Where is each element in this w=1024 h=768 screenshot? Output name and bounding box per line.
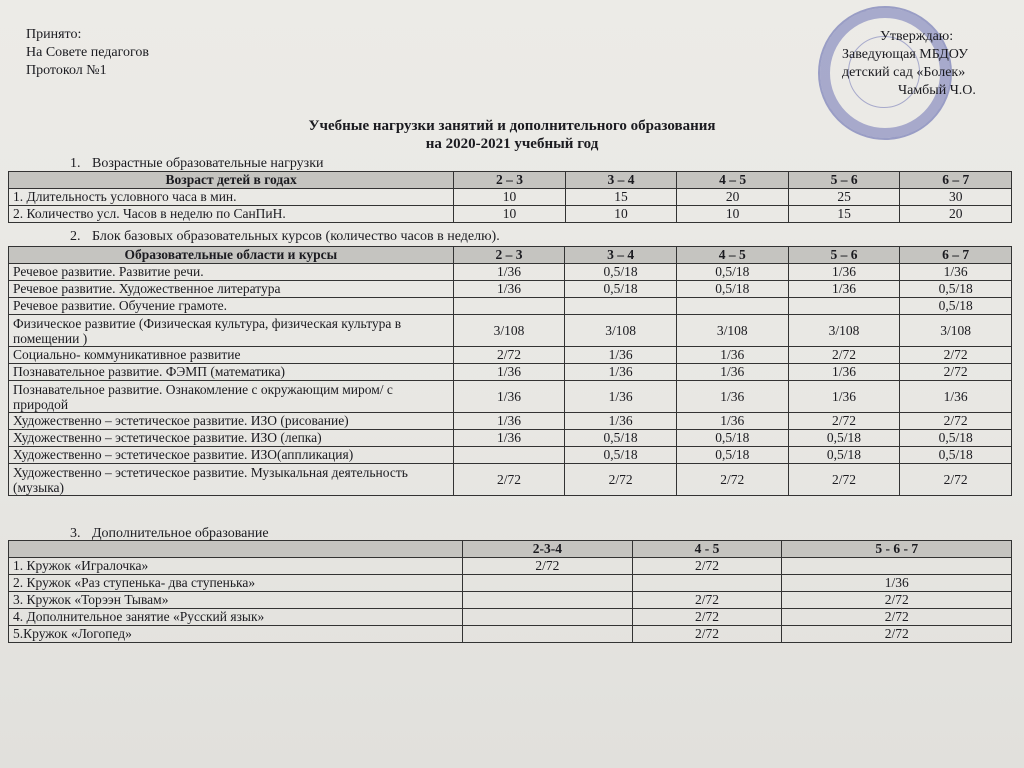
column-header: 4 – 5 [676,247,788,264]
table-row [9,264,1012,281]
row-label: Социально- коммуникативное развитие [9,347,454,364]
table-cell: 0,5/18 [788,447,900,464]
table-cell: 15 [565,189,677,206]
table-cell: 2/72 [632,626,782,643]
table-cell [463,575,633,592]
table-cell: 1/36 [900,264,1012,281]
table-cell: 1/36 [900,381,1012,413]
column-header: 2-3-4 [463,541,633,558]
table-cell [676,298,788,315]
table-cell: 2/72 [788,464,900,496]
approval-line: Утверждаю: [880,29,954,44]
table-row [9,381,1012,413]
table-row [9,447,1012,464]
column-header: 6 – 7 [900,172,1012,189]
row-label: Речевое развитие. Художественное литература [9,281,454,298]
table-cell [463,609,633,626]
table-cell: 2/72 [782,609,1012,626]
table-cell: 1/36 [565,347,677,364]
table-cell: 1/36 [565,413,677,430]
table-cell: 1/36 [788,281,900,298]
table-cell: 10 [565,206,677,223]
approval-block [842,28,1017,100]
column-header: 2 – 3 [454,172,566,189]
table-cell: 1/36 [565,381,677,413]
acceptance-block [26,26,149,80]
table-cell: 3/108 [900,315,1012,347]
table-header-row [9,541,1012,558]
table-cell: 30 [900,189,1012,206]
table-row [9,189,1012,206]
row-label: 1. Кружок «Игралочка» [9,558,463,575]
table-cell: 2/72 [565,464,677,496]
table-row [9,609,1012,626]
table-cell: 1/36 [453,413,565,430]
row-label: Художественно – эстетическое развитие. ИЗО (рисование) [9,413,454,430]
document-title: Учебные нагрузки занятий и дополнительного образования [308,118,716,134]
row-label: 3. Кружок «Торээн Тывам» [9,592,463,609]
column-header: 5 – 6 [788,172,900,189]
table-cell: 2/72 [900,364,1012,381]
row-label: 2. Кружок «Раз ступенька- два ступенька» [9,575,463,592]
row-label: Познавательное развитие. ФЭМП (математика) [9,364,454,381]
table-cell: 2/72 [632,592,782,609]
table-cell: 0,5/18 [788,430,900,447]
table-cell: 1/36 [788,264,900,281]
row-label: 4. Дополнительное занятие «Русский язык» [9,609,463,626]
acceptance-line: На Совете педагогов [26,45,149,60]
table-row [9,430,1012,447]
section-label: Дополнительное образование [92,526,269,541]
table-cell [565,298,677,315]
row-label: Речевое развитие. Обучение грамоте. [9,298,454,315]
table-cell [463,592,633,609]
table-cell: 1/36 [676,381,788,413]
column-header: 2 – 3 [453,247,565,264]
row-label: 1. Длительность условного часа в мин. [9,189,454,206]
table-cell: 0,5/18 [900,298,1012,315]
table-cell: 0,5/18 [900,447,1012,464]
table-cell: 1/36 [676,347,788,364]
table-cell: 1/36 [453,381,565,413]
table-row [9,206,1012,223]
table-cell: 2/72 [782,592,1012,609]
table-cell: 1/36 [782,575,1012,592]
approval-line: Чамбый Ч.О. [898,83,976,98]
table-row [9,281,1012,298]
table-row [9,298,1012,315]
table-cell: 1/36 [453,264,565,281]
row-label: Физическое развитие (Физическая культура, физическая культура в помещении ) [9,315,454,347]
document-subtitle: на 2020-2021 учебный год [425,136,599,152]
table-cell [782,558,1012,575]
table-cell: 1/36 [453,281,565,298]
table-cell: 10 [454,189,566,206]
table-cell [632,575,782,592]
acceptance-line: Принято: [26,27,82,42]
table-cell: 3/108 [676,315,788,347]
row-label: Познавательное развитие. Ознакомление с окружающим миром/ с природой [9,381,454,413]
row-label: 2. Количество усл. Часов в неделю по СанПиН. [9,206,454,223]
table-cell: 2/72 [463,558,633,575]
table-row [9,592,1012,609]
table-cell: 3/108 [453,315,565,347]
row-label: Речевое развитие. Развитие речи. [9,264,454,281]
table-cell [463,626,633,643]
table-cell: 10 [454,206,566,223]
row-label: Художественно – эстетическое развитие. Музыкальная деятельность (музыка) [9,464,454,496]
approval-line: детский сад «Болек» [842,65,966,80]
table-cell: 2/72 [453,464,565,496]
table-cell: 0,5/18 [676,264,788,281]
table-cell: 0,5/18 [676,281,788,298]
table-cell: 2/72 [632,558,782,575]
table-cell: 2/72 [782,626,1012,643]
table-cell: 20 [677,189,789,206]
table-cell: 1/36 [453,430,565,447]
table-cell: 25 [788,189,900,206]
extra-education-table [8,540,1012,643]
table-cell: 1/36 [788,381,900,413]
acceptance-line: Протокол №1 [26,63,107,78]
base-courses-table [8,246,1012,496]
table-cell: 0,5/18 [565,447,677,464]
table-cell: 2/72 [900,347,1012,364]
column-header: 4 - 5 [632,541,782,558]
table-cell: 2/72 [676,464,788,496]
section-heading-2 [70,229,500,245]
section-heading-1 [70,156,324,172]
table-cell: 0,5/18 [676,447,788,464]
table-cell: 1/36 [676,413,788,430]
section-number: 1. [70,156,81,171]
table-cell: 3/108 [565,315,677,347]
table-cell [453,447,565,464]
column-header: 5 – 6 [788,247,900,264]
table-cell: 1/36 [565,364,677,381]
table-cell [453,298,565,315]
table-row [9,558,1012,575]
table-row [9,364,1012,381]
section-label: Возрастные образовательные нагрузки [92,156,324,171]
column-header: 4 – 5 [677,172,789,189]
column-header: 6 – 7 [900,247,1012,264]
row-label: Художественно – эстетическое развитие. ИЗО (лепка) [9,430,454,447]
table-cell: 10 [677,206,789,223]
table-cell: 0,5/18 [676,430,788,447]
table-cell: 0,5/18 [565,281,677,298]
table-cell: 1/36 [788,364,900,381]
table-cell: 2/72 [632,609,782,626]
table-cell: 0,5/18 [565,430,677,447]
table-header-row [9,172,1012,189]
table-cell [788,298,900,315]
table-cell: 2/72 [788,413,900,430]
row-label: Художественно – эстетическое развитие. ИЗО(аппликация) [9,447,454,464]
table-cell: 20 [900,206,1012,223]
column-header: Образовательные области и курсы [9,247,454,264]
table-cell: 2/72 [788,347,900,364]
column-header: 3 – 4 [565,172,677,189]
section-label: Блок базовых образовательных курсов (количество часов в неделю). [92,229,500,244]
table-cell: 1/36 [676,364,788,381]
age-load-table [8,171,1012,223]
column-header: 3 – 4 [565,247,677,264]
approval-line: Заведующая МБДОУ [842,47,969,62]
table-cell: 2/72 [900,464,1012,496]
table-row [9,575,1012,592]
table-row [9,413,1012,430]
table-cell: 0,5/18 [565,264,677,281]
table-cell: 1/36 [453,364,565,381]
table-cell: 0,5/18 [900,430,1012,447]
table-cell: 0,5/18 [900,281,1012,298]
table-header-row [9,247,1012,264]
column-header: 5 - 6 - 7 [782,541,1012,558]
table-row [9,315,1012,347]
table-cell: 15 [788,206,900,223]
table-cell: 2/72 [900,413,1012,430]
section-number: 3. [70,526,81,541]
table-row [9,464,1012,496]
column-header [9,541,463,558]
table-row [9,626,1012,643]
section-number: 2. [70,229,81,244]
column-header: Возраст детей в годах [9,172,454,189]
table-cell: 3/108 [788,315,900,347]
table-cell: 2/72 [453,347,565,364]
row-label: 5.Кружок «Логопед» [9,626,463,643]
table-row [9,347,1012,364]
